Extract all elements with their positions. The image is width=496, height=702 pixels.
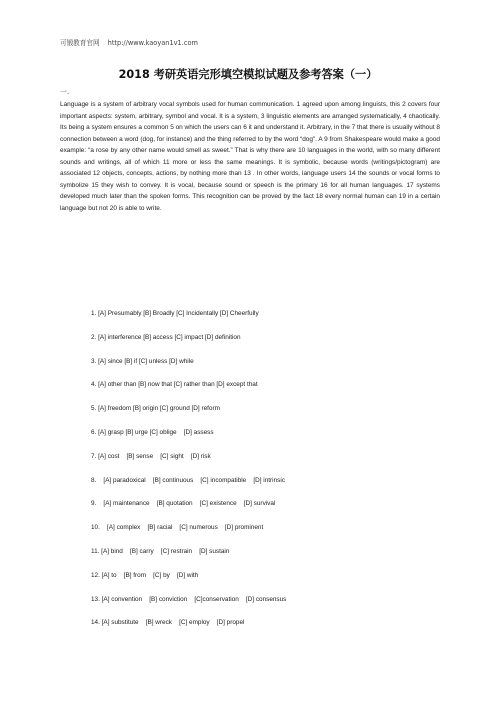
question-item: 7. [A] cost [B] sense [C] sight [D] risk [91, 452, 211, 460]
question-item: 9. [A] maintenance [B] quotation [C] existence [D] survival [91, 500, 276, 508]
document-title: 2018 考研英语完形填空模拟试题及参考答案（一） [118, 68, 378, 81]
header-url[interactable]: http://www.kaoyan1v1.com [107, 39, 198, 47]
question-item: 11. [A] bind [B] carry [C] restrain [D] sustain [91, 547, 230, 555]
question-item: 14. [A] substitute [B] wreck [C] employ [D] propel [91, 619, 245, 627]
page-header [60, 37, 204, 47]
question-item: 4. [A] other than [B] now that [C] rather than [D] except that [91, 381, 258, 389]
question-item: 5. [A] freedom [B] origin [C] ground [D] reform [91, 405, 220, 413]
question-list [91, 310, 431, 643]
question-item: 2. [A] interference [B] access [C] impact [D] definition [91, 333, 241, 341]
question-item: 13. [A] convention [B] conviction [C]conservation [D] consensus [91, 595, 287, 603]
header-site-name: 可锻教育官网 [60, 39, 100, 47]
question-item: 6. [A] grasp [B] urge [C] oblige [D] assess [91, 428, 214, 436]
cloze-passage: Language is a system of arbitrary vocal symbols used for human communication. 1 agreed upon among linguists, this 2 covers four important aspects: system, arbitrary, symbol and vocal. It is a system, 3 linguistic elements are arranged systematically, 4 chaotically. Its being a system ensures a common 5 on which the users can 6 it and understand it. Arbitrary, in the 7 that there is usually without 8 connection between a word (dog, for instance) and the thing referred to by the word “dog”. A 9 from Shakespeare would make a good example: “a rose by any other name would smell as sweet.” That is why there are 10 languages in the world, with so many different sounds and writings, all of which 11 more or less the same meanings. It is symbolic, because words (writings/pictogram) are associated 12 objects, concepts, actions, by nothing more than 13 . In other words, language users 14 the sounds or vocal forms to symbolize 15 they wish to convey. It is vocal, because sound or speech is the primary 16 for all human languages. 17 systems developed much later than the spoken forms. This recognition can be proved by the fact 18 every normal human can 19 in a certain language but not 20 is able to write. [60, 101, 440, 212]
section-marker: 一. [60, 88, 70, 96]
question-item: 12. [A] to [B] from [C] by [D] with [91, 571, 199, 579]
question-item: 10. [A] complex [B] racial [C] numerous [D] prominent [91, 524, 264, 532]
question-item: 3. [A] since [B] if [C] unless [D] while [91, 357, 194, 365]
question-item: 8. [A] paradoxical [B] continuous [C] incompatible [D] intrinsic [91, 476, 285, 484]
question-item: 1. [A] Presumably [B] Broadly [C] Incidentally [D] Cheerfully [91, 310, 259, 317]
